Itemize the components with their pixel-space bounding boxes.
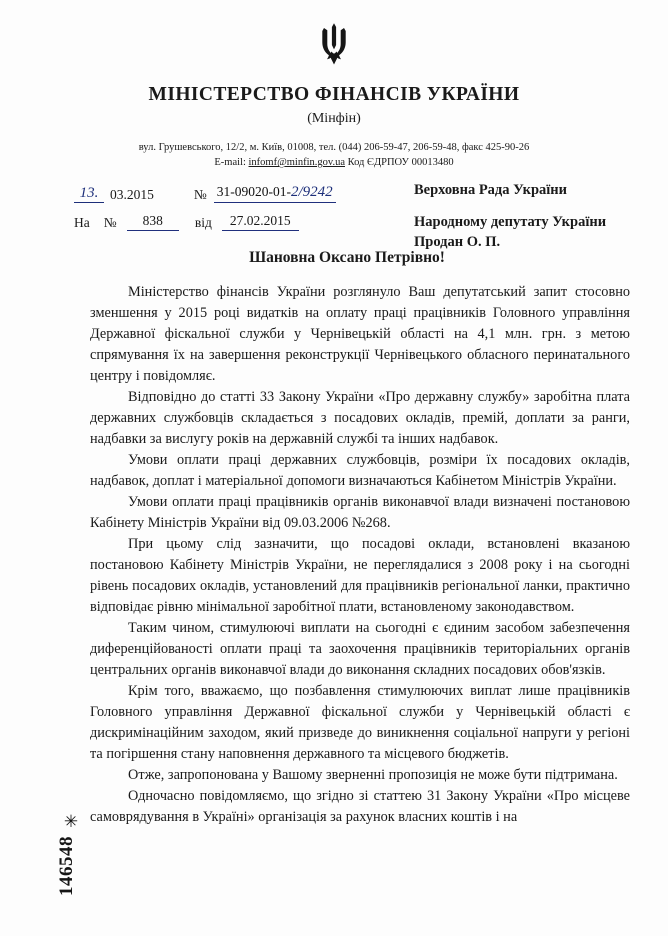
body-paragraph: Відповідно до статті 33 Закону України «Про державну службу» заробітна плата державних службовців складається з посадових окладів, премій, доплати за ранги, надбавки за вислугу років на державній службі та інших надбавок. [90, 389, 630, 448]
addressee-line-3: Продан О. П. [414, 234, 501, 251]
body-paragraph: Одночасно повідомляємо, що згідно зі статтею 31 Закону України «Про місцеве самоврядування в Україні» організація за рахунок власних коштів і на [90, 788, 630, 826]
body-paragraph: Крім того, вважаємо, що позбавлення стимулюючих виплат лише працівників Головного управління Державної фіскальної служби у Чернівецькій області є дискримінаційним заходом, який призведе до виникнення соціальної напруги у регіоні та погіршення стану наповнення державного та місцевого бюджетів. [90, 683, 630, 763]
ministry-short-name: (Мінфін) [307, 111, 361, 126]
outgoing-number-printed: 31-09020-01- [216, 184, 292, 199]
letterhead-contacts [0, 140, 668, 170]
ukraine-trident-emblem-icon [318, 22, 350, 66]
outgoing-number-label: № [193, 187, 207, 202]
edrpou-code: Код ЄДРПОУ 00013480 [345, 157, 454, 169]
outgoing-date-day: 13. [74, 186, 104, 203]
addressee-block [414, 180, 650, 253]
addressee-line-2: Народному депутату України [414, 213, 607, 230]
incoming-number-label: № [103, 215, 117, 230]
email-label: E-mail: [214, 157, 249, 169]
outgoing-date-monthyear: 03.2015 [110, 187, 154, 202]
registration-number: 146548 [56, 836, 77, 896]
letterhead [0, 84, 668, 170]
ministry-name: МІНІСТЕРСТВО ФІНАНСІВ УКРАЇНИ [148, 84, 520, 105]
reference-block [74, 182, 404, 231]
body-paragraph: Умови оплати праці працівників органів виконавчої влади визначені постановою Кабінету Міністрів України від 09.03.2006 №268. [90, 494, 630, 532]
outgoing-number-value [214, 184, 336, 203]
incoming-reference-row [74, 210, 404, 231]
incoming-number-value: 838 [127, 213, 179, 231]
address-line: вул. Грушевського, 12/2, м. Київ, 01008, тел. (044) 206-59-47, 206-59-48, факс 425-90-26 [138, 142, 530, 153]
outgoing-reference-row [74, 182, 404, 203]
body-paragraph: Таким чином, стимулюючі виплати на сьогодні є єдиним засобом забезпечення диференційованості оплати праці та заохочення працівників територіальних органів центральних органів виконавчої влади до виконання складних посадових обов'язків. [90, 620, 630, 679]
incoming-from-label: від [194, 215, 212, 230]
body-paragraph: Отже, запропонована у Вашому зверненні пропозиція не може бути підтримана. [128, 767, 618, 784]
body-paragraph: При цьому слід зазначити, що посадові оклади, встановлені вказаною постановою Кабінету Міністрів України, не переглядалися з 2008 року і на сьогодні рівень посадових окладів, установлений для працівників регіональної ланки, практично відповідає рівню мінімальної заробітної плати, встановленому законодавством. [90, 536, 630, 616]
letter-body [90, 282, 630, 828]
incoming-on-label: На [74, 215, 90, 230]
registration-stamp-icon: ✳ [63, 812, 79, 831]
outgoing-number-handwritten: 2/9242 [291, 184, 333, 200]
addressee-line-1: Верховна Рада України [414, 182, 567, 198]
body-paragraph: Міністерство фінансів України розглянуло Ваш депутатський запит стосовно зменшення у 2015 році видатків на оплату праці працівників Головного управління Державної фіскальної служби у Чернівецькій області на 4,1 млн. грн. з метою спрямування їх на завершення реконструкції Чернівецького обласного перинатального центру і повідомляє. [90, 284, 630, 385]
email-row [0, 155, 668, 170]
email-address[interactable]: infomf@minfin.gov.ua [248, 157, 345, 169]
body-paragraph: Умови оплати праці державних службовців, розміри їх посадових окладів, надбавок, доплат і матеріальної допомоги визначаються Кабінетом Міністрів України. [90, 452, 630, 490]
incoming-from-date: 27.02.2015 [222, 213, 299, 231]
emblem-container [0, 22, 668, 71]
salutation: Шановна Оксано Петрівно! [249, 249, 445, 266]
